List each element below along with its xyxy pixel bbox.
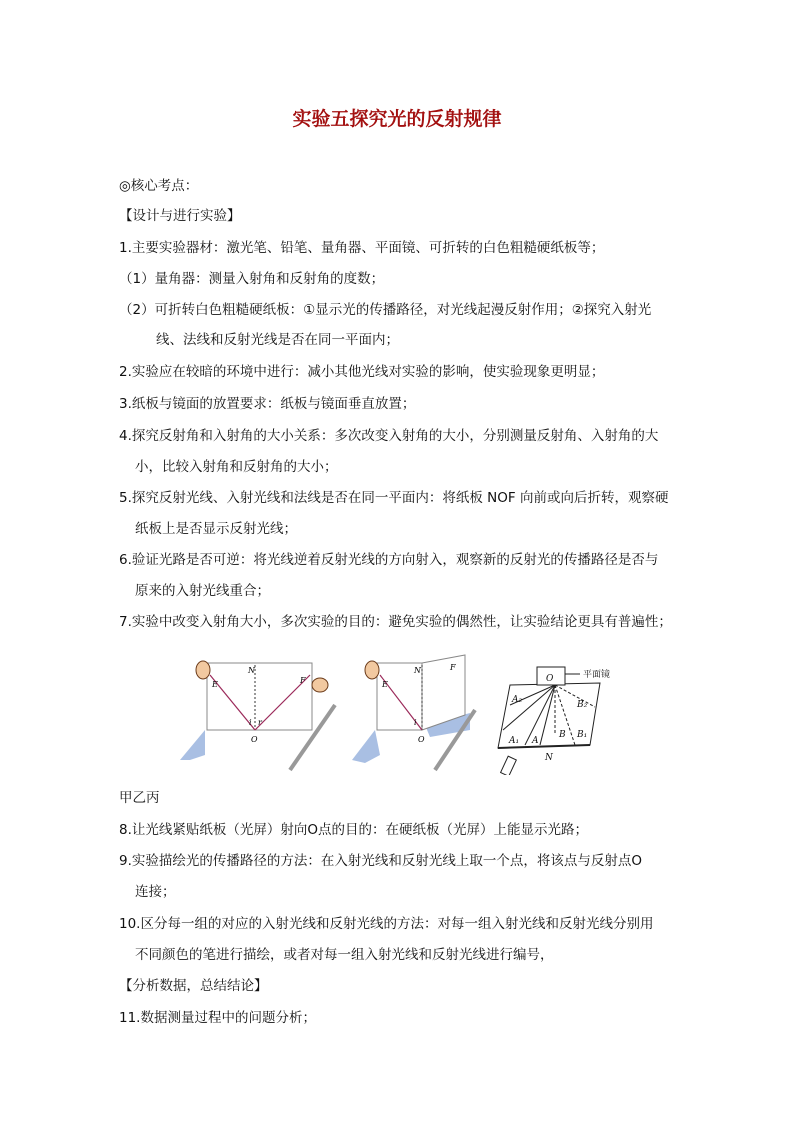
- label-A1: A₁: [509, 736, 520, 746]
- label-E: E: [382, 680, 388, 689]
- paragraph: （1）量角器：测量入射角和反射角的度数；: [119, 271, 385, 287]
- label-A: A: [532, 736, 539, 746]
- paragraph: 9.实验描绘光的传播路径的方法：在入射光线和反射光线上取一个点，将该点与反射点O: [119, 853, 643, 869]
- paragraph: 3.纸板与镜面的放置要求：纸板与镜面垂直放置；: [119, 396, 416, 412]
- label-O: O: [251, 735, 258, 744]
- label-i: i: [249, 718, 252, 727]
- section-heading: 【分析数据，总结结论】: [119, 978, 268, 994]
- paragraph: 线、法线和反射光线是否在同一平面内；: [156, 332, 399, 348]
- section-label: ◎核心考点：: [119, 178, 199, 194]
- label-B: B: [559, 730, 566, 740]
- paragraph: 2.实验应在较暗的环境中进行：减小其他光线对实验的影响，使实验现象更明显；: [119, 364, 605, 380]
- paragraph: 1.主要实验器材：激光笔、铅笔、量角器、平面镜、可折转的白色粗糙硬纸板等；: [119, 240, 605, 256]
- label-O: O: [418, 735, 425, 744]
- paragraph: 连接；: [135, 884, 176, 900]
- figure-caption: 甲乙丙: [119, 790, 160, 806]
- paragraph: 小，比较入射角和反射角的大小；: [135, 459, 338, 475]
- label-r: r: [258, 718, 262, 727]
- label-E: E: [212, 680, 218, 689]
- label-F: F: [300, 676, 306, 685]
- figure-bing: [498, 667, 610, 775]
- label-N: N: [414, 666, 421, 675]
- paragraph: 原来的入射光线重合；: [135, 583, 270, 599]
- label-O: O: [546, 674, 554, 684]
- paragraph: 10.区分每一组的对应的入射光线和反射光线的方法：对每一组入射光线和反射光线分别用: [119, 916, 654, 932]
- paragraph: （2）可折转白色粗糙硬纸板：①显示光的传播路径，对光线起漫反射作用；②探究入射光: [119, 302, 652, 318]
- paragraph: 纸板上是否显示反射光线；: [135, 521, 297, 537]
- paragraph: 不同颜色的笔进行描绘，或者对每一组入射光线和反射光线进行编号，: [135, 947, 554, 963]
- paragraph: 7.实验中改变入射角大小，多次实验的目的：避免实验的偶然性，让实验结论更具有普遍性；: [119, 614, 672, 630]
- section-heading: 【设计与进行实验】: [119, 208, 241, 224]
- label-B1: B₁: [577, 730, 588, 740]
- figure-yi: [352, 655, 475, 770]
- label-B2: B₂: [577, 700, 588, 710]
- label-F: F: [450, 663, 456, 672]
- label-A2: A₂: [512, 695, 523, 705]
- figure-jia: [180, 661, 335, 770]
- label-N: N: [248, 666, 255, 675]
- label-N: N: [545, 753, 553, 763]
- paragraph: 4.探究反射角和入射角的大小关系：多次改变入射角的大小，分别测量反射角、入射角的大: [119, 428, 659, 444]
- paragraph: 6.验证光路是否可逆：将光线逆着反射光线的方向射入，观察新的反射光的传播路径是否与: [119, 552, 659, 568]
- page-title: 实验五探究光的反射规律: [292, 108, 502, 130]
- paragraph: 8.让光线紧贴纸板（光屏）射向O点的目的：在硬纸板（光屏）上能显示光路；: [119, 822, 589, 838]
- paragraph: 11.数据测量过程中的问题分析；: [119, 1010, 316, 1026]
- label-i: i: [414, 718, 417, 727]
- paragraph: 5.探究反射光线、入射光线和法线是否在同一平面内：将纸板 NOF 向前或向后折转，观察硬: [119, 490, 669, 506]
- label-mirror: 平面镜: [583, 670, 611, 680]
- experiment-figure: [170, 645, 640, 775]
